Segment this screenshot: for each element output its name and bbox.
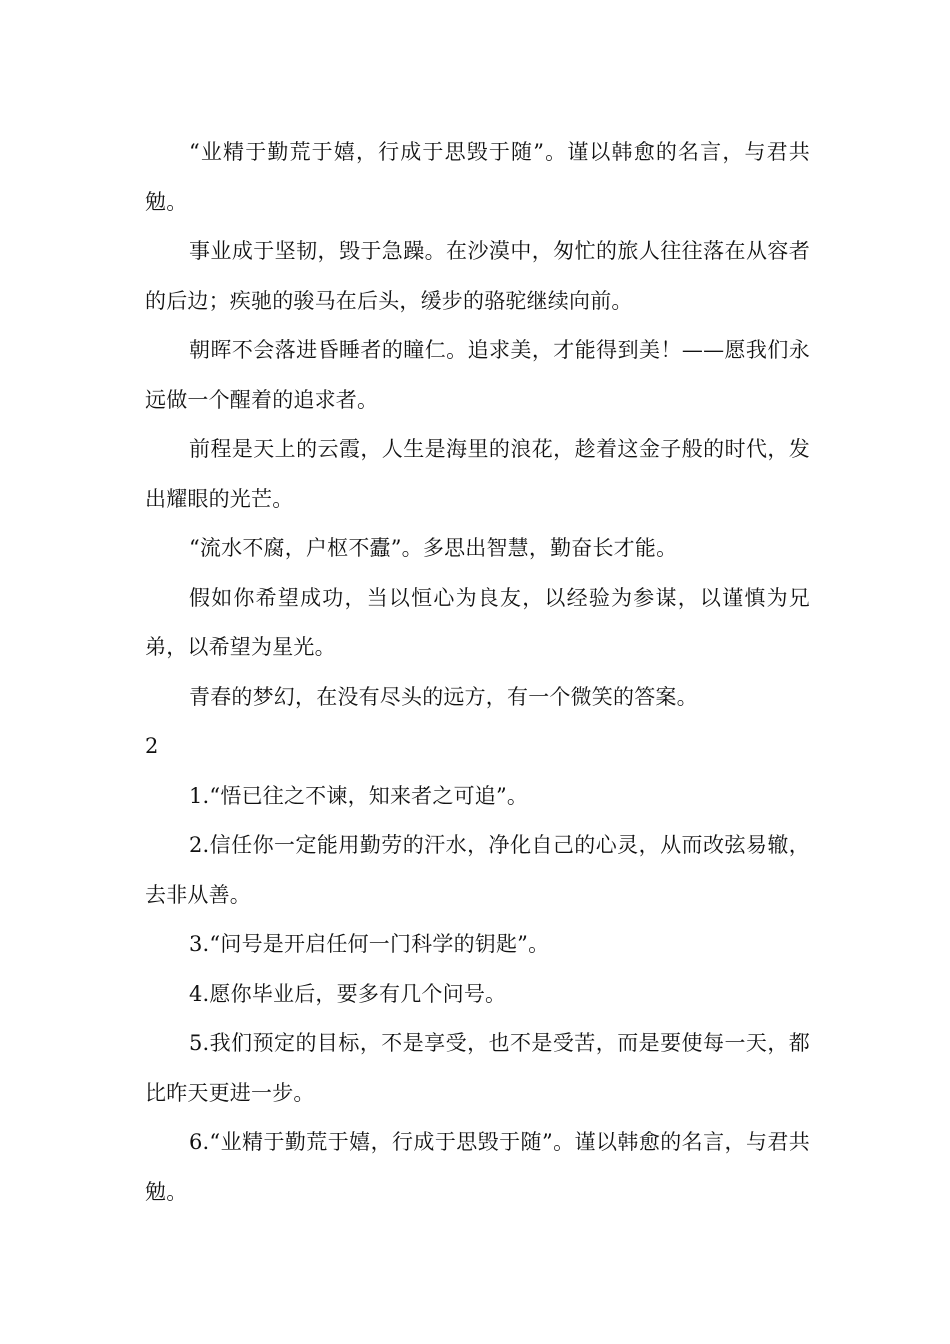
- paragraph-5: “流水不腐，户枢不蠹”。多思出智慧，勤奋长才能。: [189, 536, 678, 560]
- document-page: [145, 128, 810, 1217]
- paragraph-6: 假如你希望成功，当以恒心为良友，以经验为参谋，以谨慎为兄弟，以希望为星光。: [145, 585, 810, 659]
- numbered-item-5: 5.我们预定的目标，不是享受，也不是受苦，而是要使每一天，都比昨天更进一步。: [145, 1031, 810, 1105]
- section-number: 2: [145, 734, 159, 758]
- paragraph-7: 青春的梦幻，在没有尽头的远方，有一个微笑的答案。: [189, 684, 698, 709]
- paragraph-3: 朝晖不会落进昏睡者的瞳仁。追求美，才能得到美！——愿我们永远做一个醒着的追求者。: [145, 338, 810, 412]
- paragraph-4: 前程是天上的云霞，人生是海里的浪花，趁着这金子般的时代，发出耀眼的光芒。: [145, 437, 810, 511]
- numbered-item-3: 3.“问号是开启任何一门科学的钥匙”。: [189, 932, 550, 956]
- paragraph-1: “业精于勤荒于嬉，行成于思毁于随”。谨以韩愈的名言，与君共勉。: [145, 140, 810, 214]
- paragraph-2: 事业成于坚韧，毁于急躁。在沙漠中，匆忙的旅人往往落在从容者的后边；疾驰的骏马在后头，缓步的骆驼继续向前。: [145, 239, 810, 313]
- numbered-item-6: 6.“业精于勤荒于嬉，行成于思毁于随”。谨以韩愈的名言，与君共勉。: [145, 1130, 810, 1204]
- numbered-item-4: 4.愿你毕业后，要多有几个问号。: [189, 981, 507, 1006]
- numbered-item-1: 1.“悟已往之不谏，知来者之可追”。: [189, 783, 529, 808]
- numbered-item-2: 2.信任你一定能用勤劳的汗水，净化自己的心灵，从而改弦易辙，去非从善。: [145, 833, 810, 907]
